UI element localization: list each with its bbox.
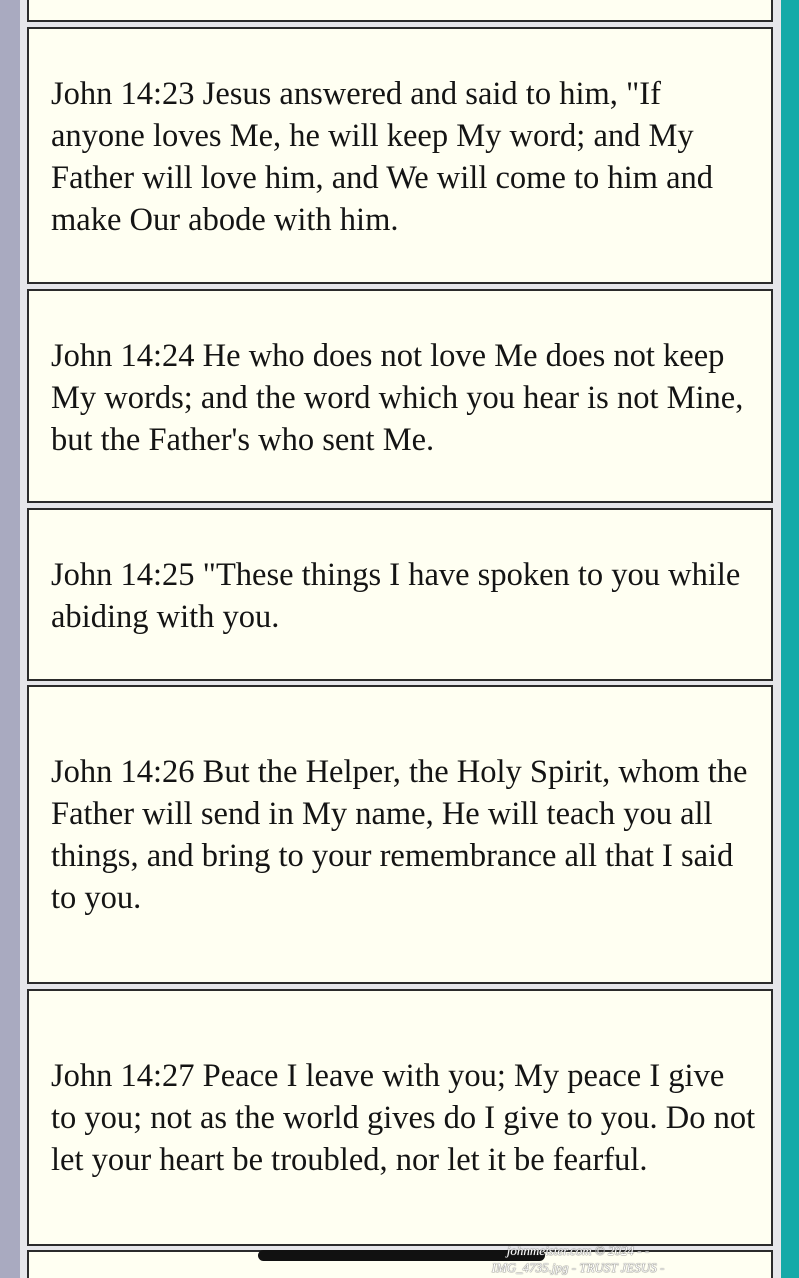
verse-card[interactable] (27, 685, 773, 984)
watermark-line-1: johnmeister.com © 2024 - - (506, 1243, 650, 1258)
previous-verse-card (27, 0, 773, 22)
left-border-strip (0, 0, 20, 1278)
verse-text: John 14:23 Jesus answered and said to him, "If anyone loves Me, he will keep My word; and My Father will love him, and We will come to him and make Our abode with him. (51, 76, 714, 238)
right-border-strip (781, 0, 799, 1278)
verse-card[interactable] (27, 989, 773, 1246)
verse-text: John 14:25 "These things I have spoken to you while abiding with you. (51, 557, 741, 635)
verse-text: John 14:26 But the Helper, the Holy Spirit, whom the Father will send in My name, He will teach you all things, and bring to your remembrance all that I said to you. (51, 754, 748, 916)
verse-card[interactable] (27, 289, 773, 503)
verse-text: John 14:27 Peace I leave with you; My peace I give to you; not as the world gives do I give to you. Do not let your heart be troubled, nor let it be fearful. (51, 1058, 756, 1178)
verse-card[interactable] (27, 508, 773, 681)
watermark-line-2: IMG_4735.jpg - TRUST JESUS - (491, 1260, 665, 1275)
verse-card[interactable] (27, 27, 773, 284)
watermark (463, 1242, 693, 1276)
verse-text: John 14:24 He who does not love Me does not keep My words; and the word which you hear is not Mine, but the Father's who sent Me. (51, 338, 744, 458)
